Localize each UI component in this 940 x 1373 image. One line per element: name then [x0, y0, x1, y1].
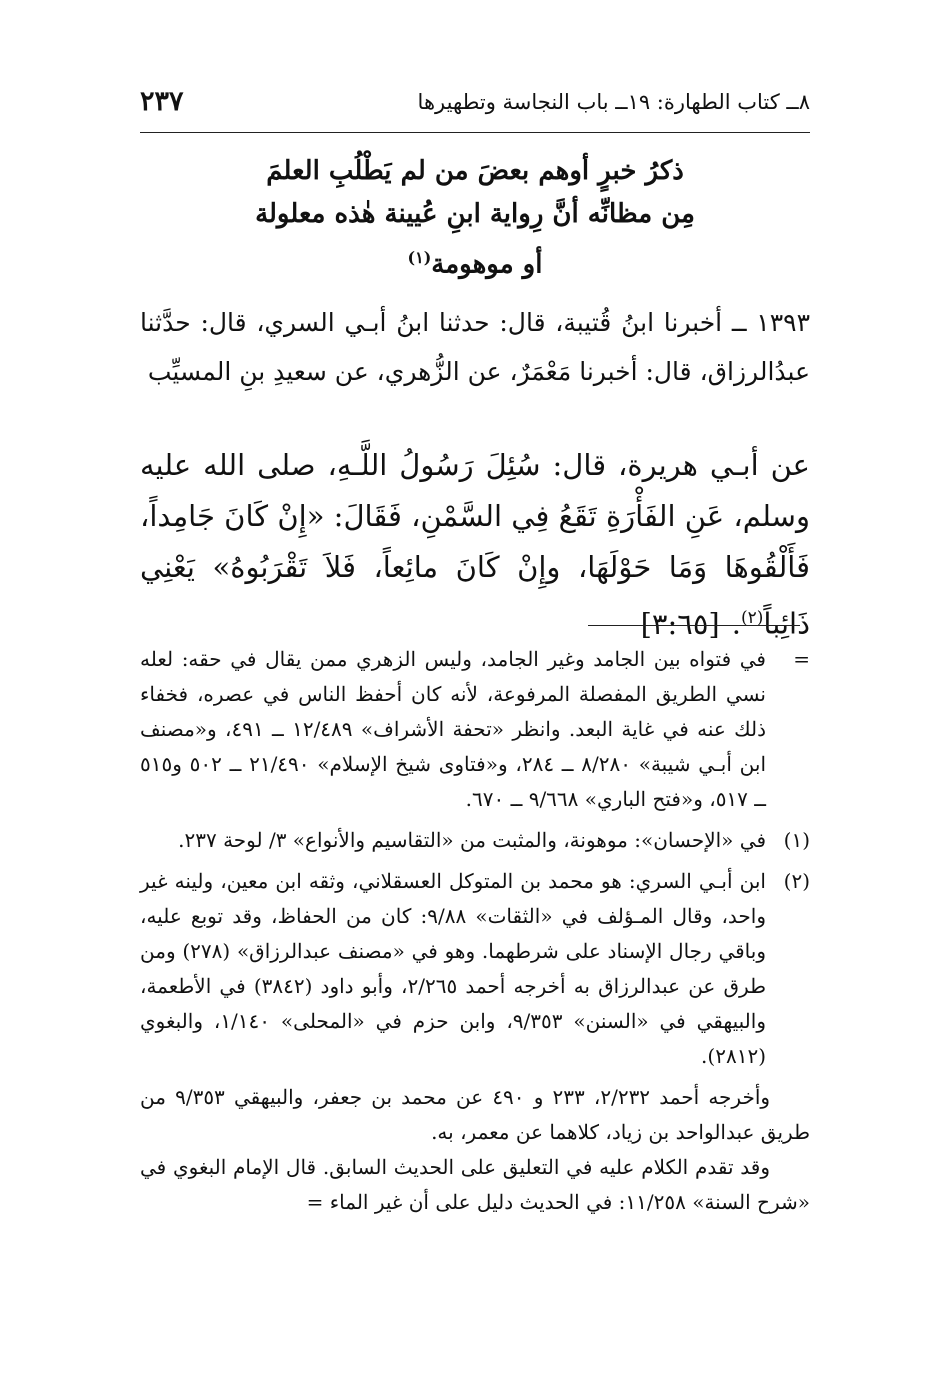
hadith-isnad	[140, 298, 810, 396]
footnote-2-paragraph-2: وأخرجه أحمد ٢/٢٣٢، ٢٣٣ و ٤٩٠ عن محمد بن جعفر، والبيهقي ٩/٣٥٣ من طريق عبدالواحد بن زياد، كلاهما عن معمر، به.	[140, 1085, 810, 1144]
footnote-continuation-text: في فتواه بين الجامد وغير الجامد، وليس الزهري ممن يقال في حقه: لعله نسي الطريق المفصلة المرفوعة، لأنه كان أحفظ الناس في عصره، فخفاء ذلك عنه في غاية البعد. وانظر «تحفة الأشراف» ١٢/٤٨٩ ــ ٤٩١، و«مصنف ابن أبـي شيبة» ٨/٢٨٠ ــ ٢٨٤، و«فتاوى شيخ الإسلام» ٢١/٤٩٠ ــ ٥٠٢ و٥١٥ ــ ٥١٧، و«فتح الباري» ٩/٦٦٨ ــ ٦٧٠.	[140, 647, 766, 811]
footnote-divider	[588, 625, 800, 626]
chapter-title-footnote-ref: (١)	[407, 248, 432, 267]
footnote-2-marker: (٢)	[783, 869, 810, 893]
footnote-1-text: في «الإحسان»: موهونة، والمثبت من «التقاسيم والأنواع» ٣/ لوحة ٢٣٧.	[178, 828, 766, 852]
footnote-continues-marker: =	[306, 1190, 324, 1214]
chapter-title-line-3	[140, 236, 810, 287]
footnote-2	[140, 864, 810, 1074]
hadith-punct: .	[731, 606, 741, 641]
chapter-title-line-3-text: أو موهومة	[431, 249, 543, 280]
footnote-continuation	[140, 642, 810, 817]
hadith-reference: [٣:٦٥]	[640, 606, 720, 641]
hadith-isnad-text: ١٣٩٣ ــ أخبرنا ابنُ قُتيبة، قال: حدثنا ابنُ أبـي السري، قال: حدَّثنا عبدُالرزاق، قال: أخبرنا مَعْمَرٌ، عن الزُّهري، عن سعيدِ بنِ المسيِّب	[140, 308, 810, 386]
chapter-title	[140, 150, 810, 287]
hadith-matn-text: عن أبـي هريرة، قال: سُئِلَ رَسُولُ اللَّـهِ، صلى الله عليه وسلم، عَنِ الفَأْرَةِ تَقَعُ فِي السَّمْنِ، فَقَالَ: «إِنْ كَانَ جَامِداً، فَأَلْقُوهَا وَمَا حَوْلَهَا، وإِنْ كَانَ مائِعاً، فَلاَ تَقْرَبُوهُ» يَعْنِي ذَائِباً	[140, 448, 810, 641]
footnote-continuation-marker: =	[793, 647, 810, 671]
footnotes	[140, 642, 810, 1220]
hadith-footnote-ref: (٢)	[740, 608, 764, 628]
chapter-title-line-2: مِن مظانِّه أنَّ رِواية ابنِ عُيينة هٰذه معلولة	[255, 199, 695, 229]
footnote-1-marker: (١)	[783, 828, 810, 852]
hadith-matn	[140, 440, 810, 650]
running-title: ٨ــ كتاب الطهارة: ١٩ــ باب النجاسة وتطهيرها	[417, 90, 810, 114]
footnote-2-text: ابن أبـي السري: هو محمد بن المتوكل العسقلاني، وثقه ابن معين، ولينه غير واحد، وقال المـؤلف في «الثقات» ٩/٨٨: كان من الحفاظ، وقد توبع عليه، وباقي رجال الإسناد على شرطهما. وهو في «مصنف عبدالرزاق» (٢٧٨) ومن طرق عن عبدالرزاق به أخرجه أحمد ٢/٢٦٥، وأبو داود (٣٨٤٢) في الأطعمة، والبيهقي في «السنن» ٩/٣٥٣، وابن حزم في «المحلى» ١/١٤٠، والبغوي (٢٨١٢).	[140, 869, 766, 1068]
page-header	[140, 86, 810, 126]
footnote-2-paragraph-3-text: وقد تقدم الكلام عليه في التعليق على الحديث السابق. قال الإمام البغوي في «شرح السنة» ١١/٢٥٨: في الحديث دليل على أن غير الماء	[140, 1155, 810, 1214]
footnote-2-paragraph-3	[140, 1150, 810, 1220]
page-number: ٢٣٧	[140, 86, 184, 117]
footnote-1	[140, 823, 810, 858]
header-divider	[140, 132, 810, 133]
chapter-title-line-1: ذكرُ خبرٍ أوهم بعضَ من لم يَطْلُبِ العلمَ	[266, 156, 684, 186]
